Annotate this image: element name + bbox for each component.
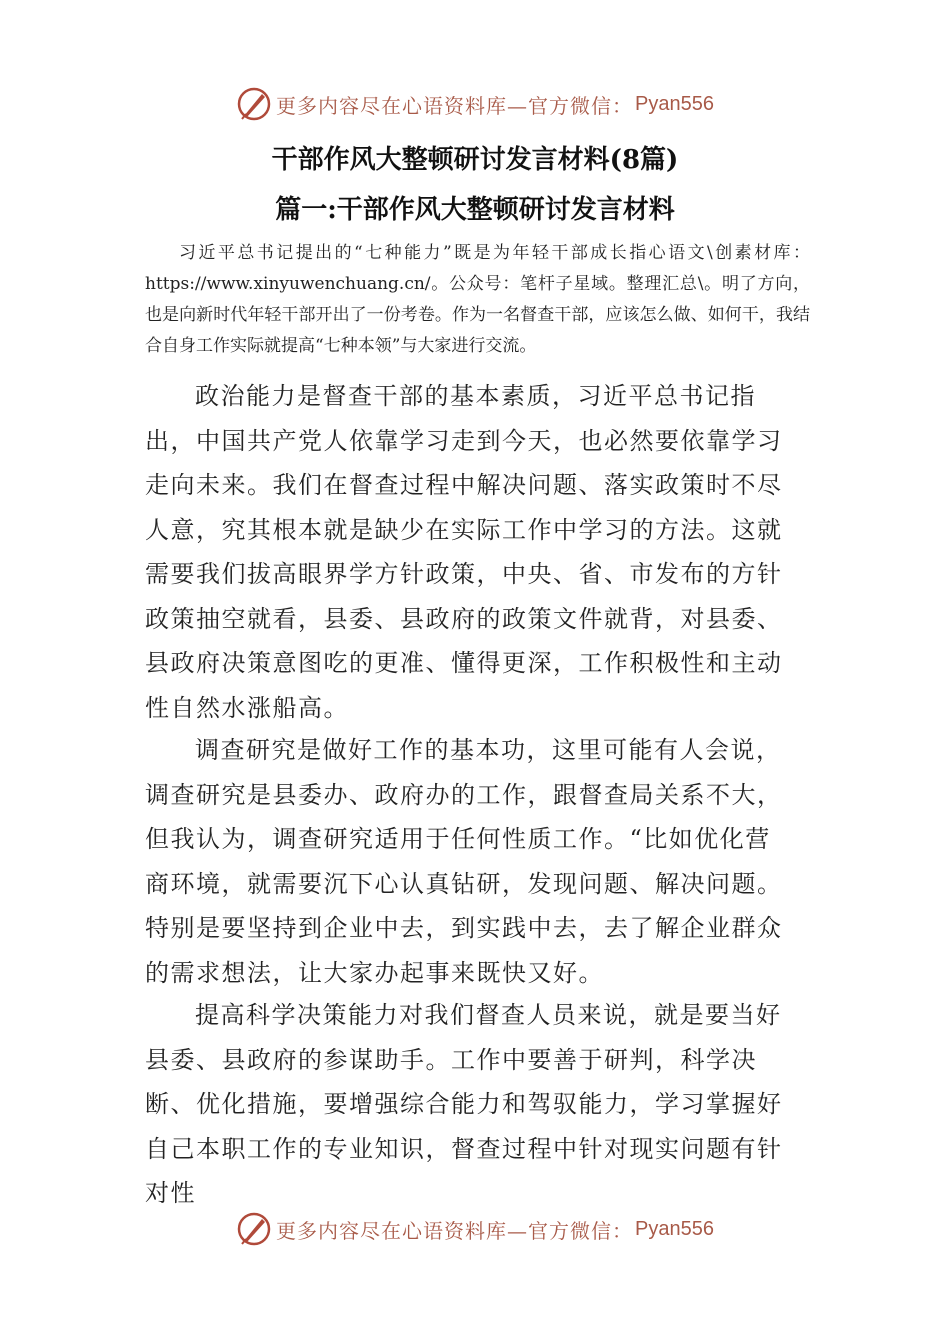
watermark-wechat-handle: Pyan556	[635, 1217, 714, 1240]
body-paragraph-1: 政治能力是督查干部的基本素质，习近平总书记指出，中国共产党人依靠学习走到今天，也必然要依靠学习走向未来。我们在督查过程中解决问题、落实政策时不尽人意，究其根本就是缺少在实际工作中学习的方法。这就需要我们拔高眼界学方针政策，中央、省、市发布的方针政策抽空就看，县委、县政府的政策文件就背，对县委、县政府决策意图吃的更准、懂得更深，工作积极性和主动性自然水涨船高。	[145, 382, 783, 722]
watermark-banner-bottom	[0, 1209, 950, 1249]
body-paragraph-3: 提高科学决策能力对我们督查人员来说，就是要当好县委、县政府的参谋助手。工作中要善于研判，科学决断、优化措施，要增强综合能力和驾驭能力，学习掌握好自己本职工作的专业知识，督查过程中针对现实问题有针对性	[145, 1001, 783, 1207]
watermark-slogan: 更多内容尽在心语资料库—官方微信：	[276, 93, 634, 118]
body-paragraph-2: 调查研究是做好工作的基本功，这里可能有人会说，调查研究是县委办、政府办的工作，跟督查局关系不大，但我认为，调查研究适用于任何性质工作。“比如优化营商环境，就需要沉下心认真钻研，发现问题、解决问题。特别是要坚持到企业中去，到实践中去，去了解企业群众的需求想法，让大家办起事来既快又好。	[145, 736, 783, 987]
watermark-banner-top	[0, 84, 950, 124]
watermark-wechat-handle: Pyan556	[635, 92, 714, 115]
document-subtitle: 篇一:干部作风大整顿研讨发言材料	[275, 195, 675, 225]
watermark-slogan: 更多内容尽在心语资料库—官方微信：	[276, 1218, 634, 1243]
intro-paragraph: 习近平总书记提出的“七种能力”既是为年轻干部成长指心语文\创素材库：https://www.xinyuwenchuang.cn/。公众号：笔杆子星域。整理汇总\。明了方向，也是向新时代年轻干部开出了一份考卷。作为一名督查干部，应该怎么做、如何干，我结合自身工作实际就提高“七种本领”与大家进行交流。	[145, 243, 810, 356]
document-title: 干部作风大整顿研讨发言材料(8篇)	[271, 145, 679, 175]
quill-logo-icon	[236, 1211, 272, 1247]
quill-logo-icon	[236, 86, 272, 122]
